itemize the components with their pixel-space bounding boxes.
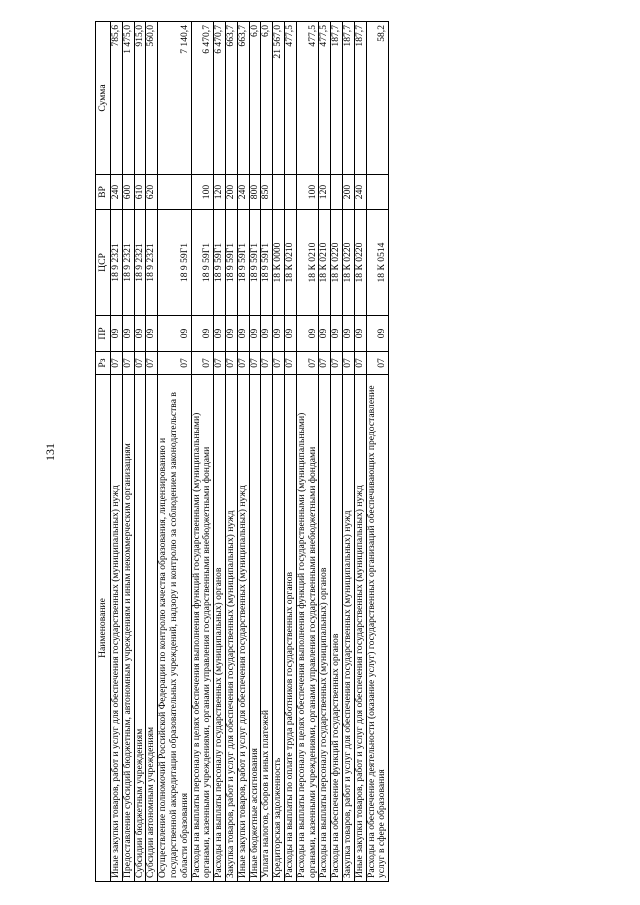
cell-pr: 09 [191, 316, 214, 352]
cell-rz: 07 [319, 352, 331, 375]
cell-sum: 915,0 [134, 22, 146, 175]
cell-rz: 07 [122, 352, 134, 375]
cell-sum: 21 567,0 [273, 22, 285, 175]
cell-name: Расходы на выплаты персоналу государственных (муниципальных) органов [319, 375, 331, 882]
cell-name: Закупка товаров, работ и услуг для обеспечения государственных (муниципальных) нужд [342, 375, 354, 882]
cell-csr: 18 К 0210 [296, 210, 319, 316]
table-row [122, 22, 134, 882]
cell-rz: 07 [296, 352, 319, 375]
cell-csr: 18 К 0210 [319, 210, 331, 316]
cell-pr: 09 [342, 316, 354, 352]
cell-name: Уплата налогов, сборов и иных платежей [261, 375, 273, 882]
cell-sum: 187,7 [331, 22, 343, 175]
cell-sum: 58,2 [366, 22, 389, 175]
cell-csr: 18 9 59Г1 [225, 210, 237, 316]
cell-csr: 18 9 59Г1 [249, 210, 261, 316]
cell-vr: 610 [134, 175, 146, 210]
page-number: 131 [43, 443, 57, 461]
table-row [111, 22, 123, 882]
cell-sum: 477,5 [319, 22, 331, 175]
cell-pr: 09 [225, 316, 237, 352]
cell-rz: 07 [146, 352, 158, 375]
cell-name: Иные закупки товаров, работ и услуг для обеспечения государственных (муниципальных) нужд [111, 375, 123, 882]
cell-name: Субсидии бюджетным учреждениям [134, 375, 146, 882]
table-row [225, 22, 237, 882]
cell-vr: 120 [319, 175, 331, 210]
cell-rz: 07 [331, 352, 343, 375]
header-vr: ВР [96, 175, 111, 210]
cell-pr: 09 [249, 316, 261, 352]
cell-name: Иные закупки товаров, работ и услуг для обеспечения государственных (муниципальных) нужд [354, 375, 366, 882]
cell-rz: 07 [366, 352, 389, 375]
cell-rz: 07 [261, 352, 273, 375]
table-row [191, 22, 214, 882]
cell-sum: 785,6 [111, 22, 123, 175]
cell-pr: 09 [319, 316, 331, 352]
header-rz: Рз [96, 352, 111, 375]
cell-csr: 18 9 59Г1 [237, 210, 249, 316]
table-row [331, 22, 343, 882]
table-header-row [96, 22, 111, 882]
table-row [158, 22, 191, 882]
cell-csr: 18 К 0000 [273, 210, 285, 316]
cell-sum: 663,7 [237, 22, 249, 175]
cell-name: Иные бюджетные ассигнования [249, 375, 261, 882]
cell-csr: 18 9 59Г1 [214, 210, 226, 316]
table-row [249, 22, 261, 882]
budget-table [95, 21, 389, 882]
cell-pr: 09 [122, 316, 134, 352]
cell-csr: 18 9 2321 [146, 210, 158, 316]
cell-sum: 6 470,7 [191, 22, 214, 175]
cell-sum: 6,0 [249, 22, 261, 175]
cell-vr: 200 [225, 175, 237, 210]
cell-name: Закупка товаров, работ и услуг для обеспечения государственных (муниципальных) нужд [225, 375, 237, 882]
cell-sum: 7 140,4 [158, 22, 191, 175]
cell-vr: 800 [249, 175, 261, 210]
table-row [214, 22, 226, 882]
cell-vr: 200 [342, 175, 354, 210]
cell-pr: 09 [296, 316, 319, 352]
cell-name: Расходы на выплаты персоналу в целях обеспечения выполнения функций государственными (муниципальными) органами, казенными учреждениями, органами управления государственными внебюджетными фондами [191, 375, 214, 882]
cell-name: Субсидии автономным учреждениям [146, 375, 158, 882]
table-row [261, 22, 273, 882]
cell-rz: 07 [111, 352, 123, 375]
header-sum: Сумма [96, 22, 111, 175]
cell-vr [273, 175, 285, 210]
cell-sum: 560,0 [146, 22, 158, 175]
cell-pr: 09 [273, 316, 285, 352]
cell-name: Кредиторская задолженность [273, 375, 285, 882]
cell-csr: 18 9 2321 [134, 210, 146, 316]
cell-sum: 6,0 [261, 22, 273, 175]
cell-rz: 07 [225, 352, 237, 375]
cell-rz: 07 [237, 352, 249, 375]
cell-rz: 07 [249, 352, 261, 375]
cell-vr: 120 [214, 175, 226, 210]
cell-rz: 07 [191, 352, 214, 375]
table-row [146, 22, 158, 882]
table-row [273, 22, 285, 882]
cell-pr: 09 [214, 316, 226, 352]
cell-name: Иные закупки товаров, работ и услуг для обеспечения государственных (муниципальных) нужд [237, 375, 249, 882]
cell-vr: 240 [111, 175, 123, 210]
cell-name: Осуществление полномочий Российской Федерации по контролю качества образования, лицензированию и государственной аккредитации образовательных учреждений, надзору и контролю за соблюдением законодательства в области образования [158, 375, 191, 882]
cell-rz: 07 [273, 352, 285, 375]
cell-vr [366, 175, 389, 210]
cell-vr: 620 [146, 175, 158, 210]
cell-rz: 07 [214, 352, 226, 375]
cell-csr: 18 9 59Г1 [191, 210, 214, 316]
table-row [354, 22, 366, 882]
cell-sum: 187,7 [342, 22, 354, 175]
header-name: Наименование [96, 375, 111, 882]
cell-sum: 6 470,7 [214, 22, 226, 175]
table-row [134, 22, 146, 882]
cell-csr: 18 К 0220 [354, 210, 366, 316]
cell-csr: 18 К 0220 [331, 210, 343, 316]
cell-vr: 600 [122, 175, 134, 210]
cell-vr [284, 175, 296, 210]
cell-pr: 09 [354, 316, 366, 352]
cell-name: Расходы на обеспечение функций государственных органов [331, 375, 343, 882]
cell-pr: 09 [237, 316, 249, 352]
cell-csr: 18 9 59Г1 [261, 210, 273, 316]
table-row [319, 22, 331, 882]
header-pr: ПР [96, 316, 111, 352]
cell-rz: 07 [134, 352, 146, 375]
cell-csr: 18 9 2321 [111, 210, 123, 316]
cell-vr: 240 [354, 175, 366, 210]
cell-name: Предоставление субсидий бюджетным, автономным учреждениям и иным некоммерческим организациям [122, 375, 134, 882]
cell-csr: 18 К 0220 [342, 210, 354, 316]
cell-rz: 07 [284, 352, 296, 375]
cell-pr: 09 [284, 316, 296, 352]
cell-sum: 477,5 [284, 22, 296, 175]
cell-rz: 07 [158, 352, 191, 375]
cell-vr: 100 [191, 175, 214, 210]
header-csr: ЦСР [96, 210, 111, 316]
cell-vr: 100 [296, 175, 319, 210]
cell-pr: 09 [366, 316, 389, 352]
cell-pr: 09 [111, 316, 123, 352]
cell-sum: 187,7 [354, 22, 366, 175]
rotated-table-container [95, 22, 607, 882]
table-row [284, 22, 296, 882]
cell-rz: 07 [354, 352, 366, 375]
cell-csr: 18 К 0210 [284, 210, 296, 316]
cell-sum: 663,7 [225, 22, 237, 175]
table-row [342, 22, 354, 882]
cell-name: Расходы на выплаты персоналу государственных (муниципальных) органов [214, 375, 226, 882]
cell-csr: 18 9 59Г1 [158, 210, 191, 316]
cell-name: Расходы на выплаты по оплате труда работников государственных органов [284, 375, 296, 882]
cell-pr: 09 [331, 316, 343, 352]
cell-vr: 850 [261, 175, 273, 210]
cell-vr [331, 175, 343, 210]
cell-name: Расходы на выплаты персоналу в целях обеспечения выполнения функций государственными (муниципальными) органами, казенными учреждениями, органами управления государственными внебюджетными фондами [296, 375, 319, 882]
cell-sum: 477,5 [296, 22, 319, 175]
cell-vr: 240 [237, 175, 249, 210]
cell-name: Расходы на обеспечение деятельности (оказание услуг) государственных организаций обеспечивающих предоставление услуг в сфере образования [366, 375, 389, 882]
table-row [237, 22, 249, 882]
cell-sum: 1 475,0 [122, 22, 134, 175]
cell-csr: 18 9 2321 [122, 210, 134, 316]
table-row [296, 22, 319, 882]
cell-csr: 18 К 0514 [366, 210, 389, 316]
cell-pr: 09 [158, 316, 191, 352]
cell-rz: 07 [342, 352, 354, 375]
cell-pr: 09 [261, 316, 273, 352]
cell-pr: 09 [134, 316, 146, 352]
cell-vr [158, 175, 191, 210]
table-row [366, 22, 389, 882]
cell-pr: 09 [146, 316, 158, 352]
